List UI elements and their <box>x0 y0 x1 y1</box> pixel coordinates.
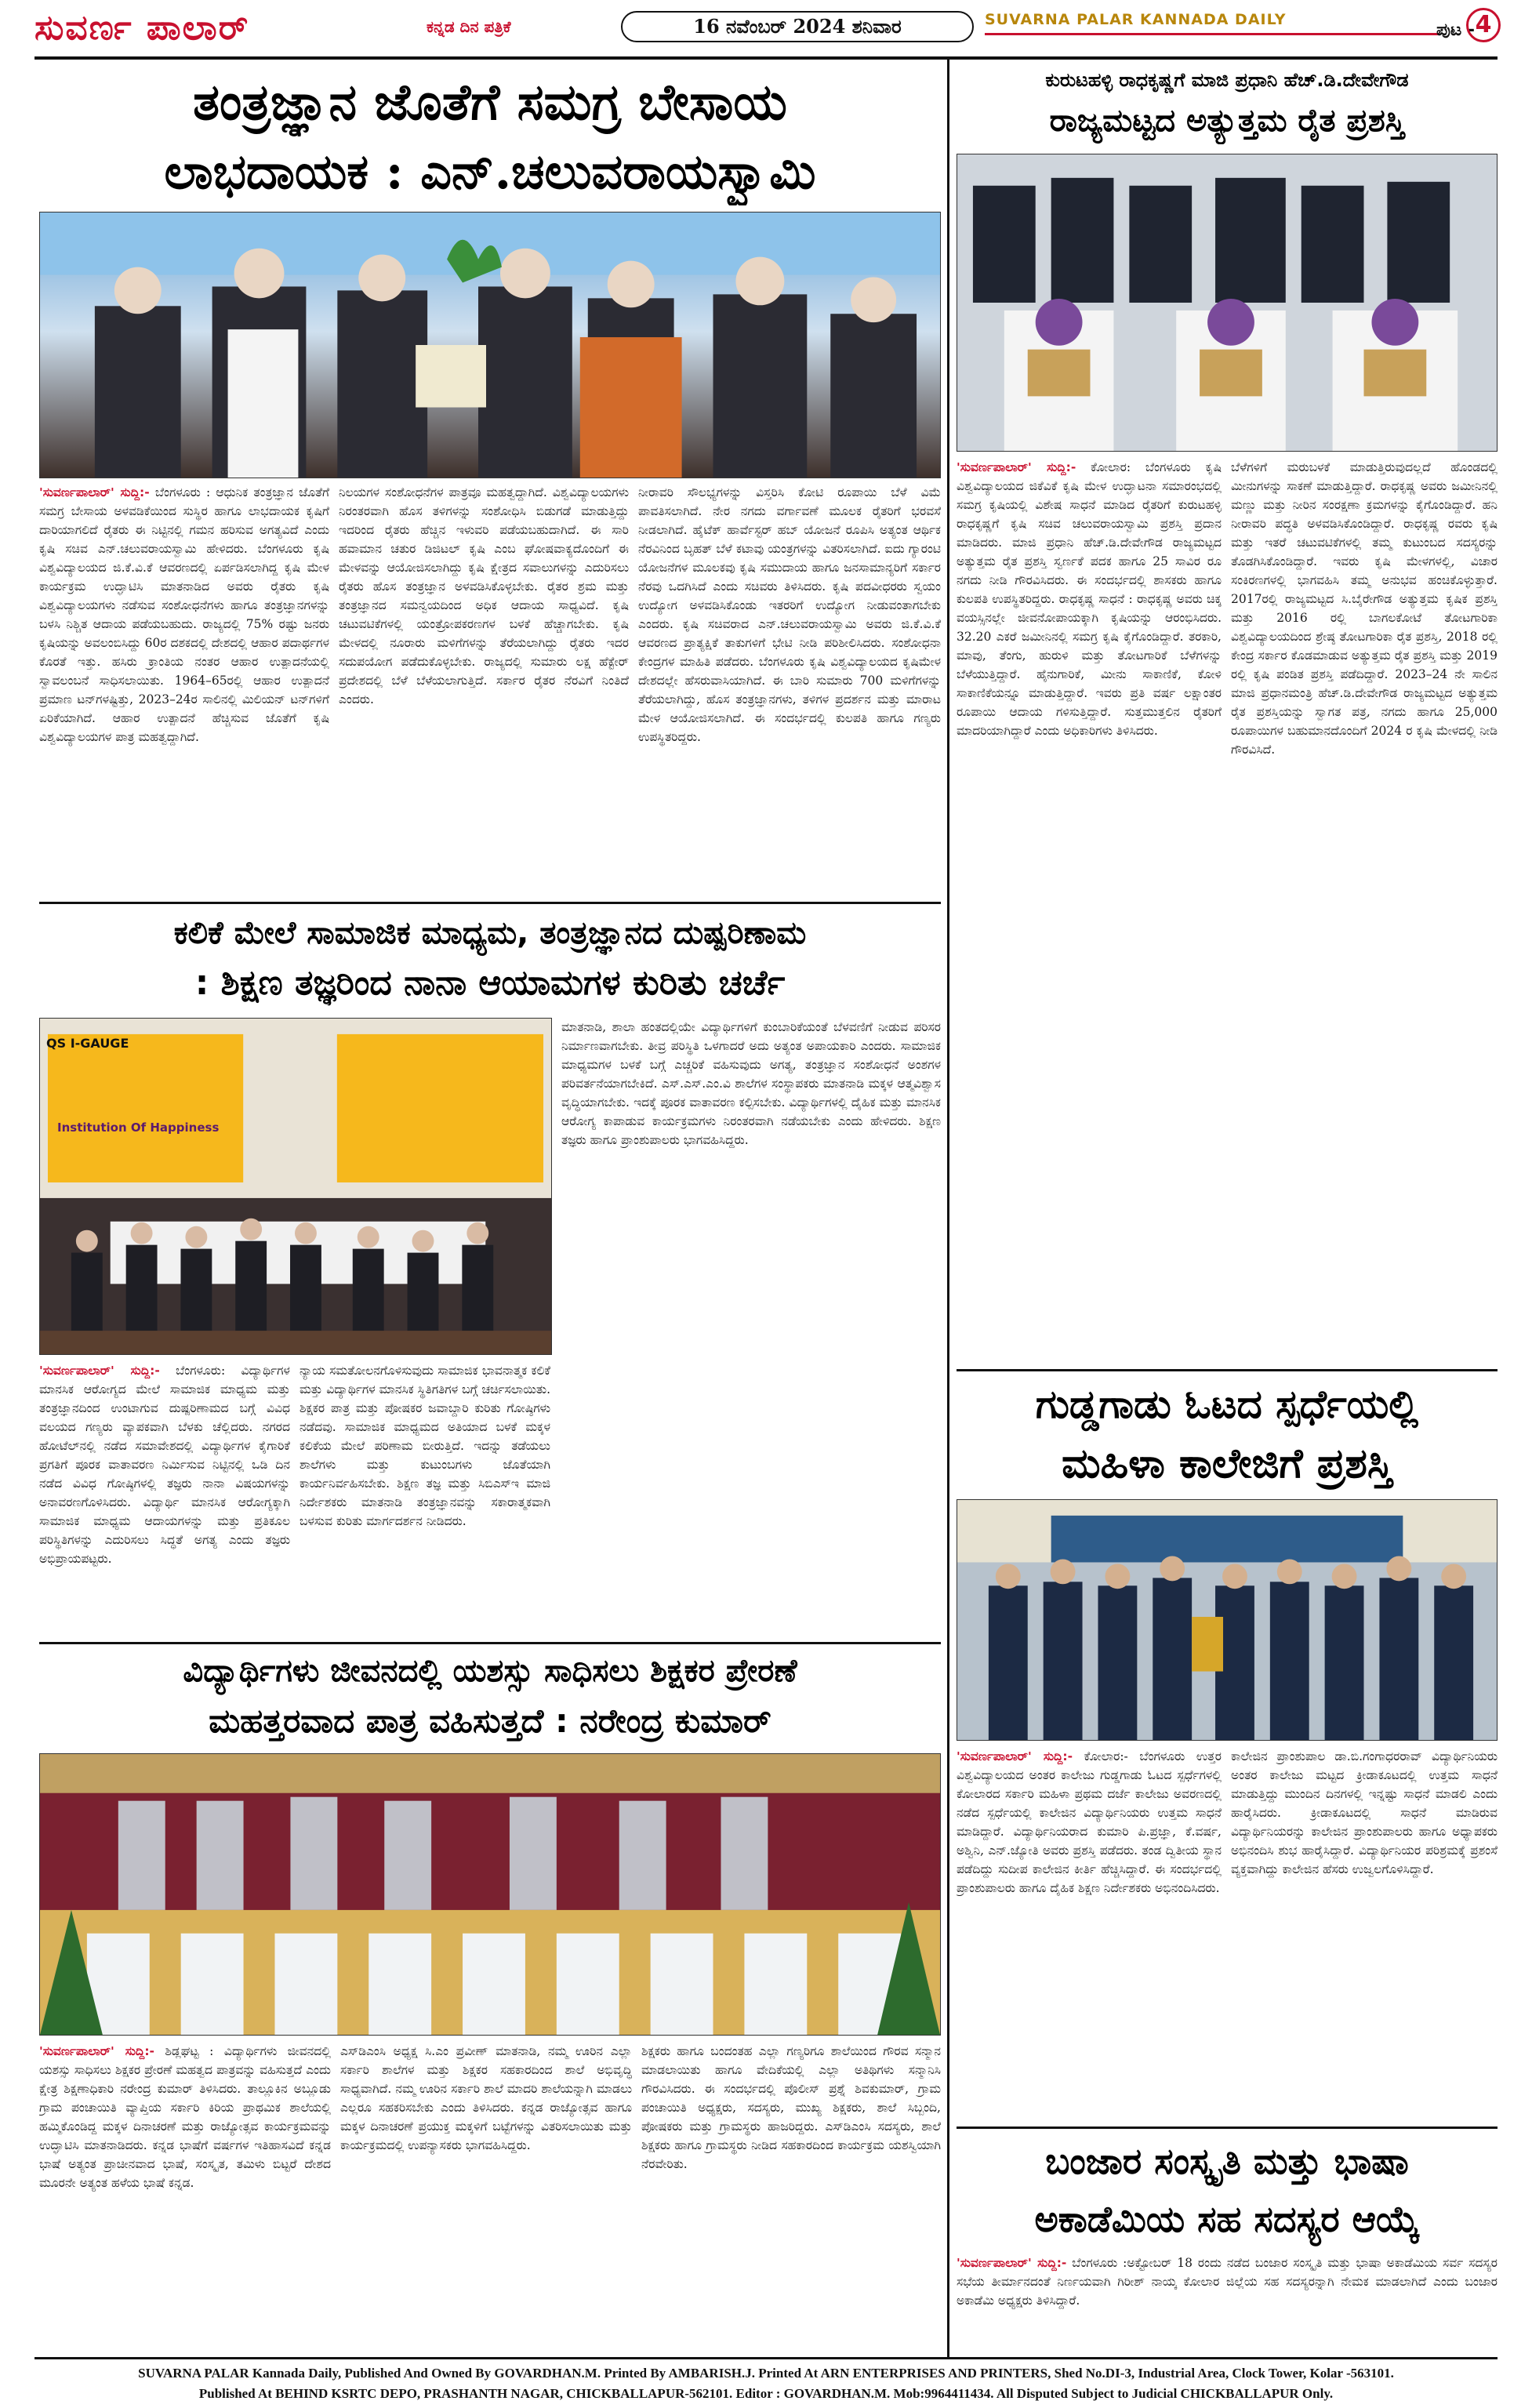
imprint-line-1: SUVARNA PALAR Kannada Daily, Published And Owned By GOVARDHAN.M. Printed By AMBARISH.J. Printed At ARN ENTERPRISES AND PRINTERS, Shed No.DI-3, Industrial Area, Clock Tower, Kolar -563101. <box>138 2366 1394 2381</box>
a4-headline-line2: ಮಹಿಳಾ ಕಾಲೇಜಿಗೆ ಪ್ರಶಸ್ತಿ <box>1062 1440 1392 1487</box>
a3-top-rule <box>39 902 941 904</box>
a5-credit: 'ಸುವರ್ಣಪಾಲಾರ್' ಸುದ್ದಿ:- <box>39 2044 154 2058</box>
a5-photo <box>39 1753 941 2036</box>
a5-text-col1: ಶಿಡ್ಲಘಟ್ಟ : ವಿದ್ಯಾರ್ಥಿಗಳು ಜೀವನದಲ್ಲಿ ಯಶಸ್ಸು ಸಾಧಿಸಲು ಶಿಕ್ಷಕರ ಪ್ರೇರಣೆ ಮಹತ್ವದ ಪಾತ್ರವನ್ನು ವಹಿಸುತ್ತದೆ ಎಂದು ಕ್ಷೇತ್ರ ಶಿಕ್ಷಣಾಧಿಕಾರಿ ನರೇಂದ್ರ ಕುಮಾರ್ ತಿಳಿಸಿದರು. ತಾಲ್ಲೂಕಿನ ಅಬ್ಲೂಡು ಗ್ರಾಮ ಪಂಚಾಯಿತಿ ವ್ಯಾಪ್ತಿಯ ಸರ್ಕಾರಿ ಕಿರಿಯ ಪ್ರಾಥಮಿಕ ಶಾಲೆಯಲ್ಲಿ ಹಮ್ಮಿಕೊಂಡಿದ್ದ ಮಕ್ಕಳ ದಿನಾಚರಣೆ ಮತ್ತು ರಾಜ್ಯೋತ್ಸವ ಕಾರ್ಯಕ್ರಮವನ್ನು ಉದ್ಘಾಟಿಸಿ ಮಾತನಾಡಿದರು. ಕನ್ನಡ ಭಾಷೆಗೆ ವರ್ಷಗಳ ಇತಿಹಾಸವಿದೆ ಕನ್ನಡ ಭಾಷೆ ಅತ್ಯಂತ ಪ್ರಾಚೀನವಾದ ಭಾಷೆ, ಸಂಸ್ಕೃತ, ತಮಿಳು ಬಿಟ್ಟರೆ ದೇಶದ ಮೂರನೇ ಅತ್ಯಂತ ಹಳೆಯ ಭಾಷೆ ಕನ್ನಡ. <box>39 2044 331 2190</box>
a1-headline-line1: ತಂತ್ರಜ್ಞಾನ ಜೊತೆಗೆ ಸಮಗ್ರ ಬೇಸಾಯ <box>193 73 787 132</box>
a3-credit: 'ಸುವರ್ಣಪಾಲಾರ್' ಸುದ್ದಿ:- <box>39 1364 160 1378</box>
a1-text-col2: ನಿಲಯಗಳ ಸಂಶೋಧನೆಗಳ ಪಾತ್ರವೂ ಮಹತ್ವದ್ದಾಗಿದೆ. ವಿಶ್ವವಿದ್ಯಾಲಯಗಳು ನಿರಂತರವಾಗಿ ಹೊಸ ತಳಿಗಳನ್ನು ಸಂಶೋಧಿಸಿ ಬಿಡುಗಡೆ ಮಾಡುತ್ತಿದ್ದು ಇದರಿಂದ ರೈತರು ಹೆಚ್ಚಿನ ಇಳುವರಿ ಪಡೆಯಬಹುದಾಗಿದೆ. ಈ ಸಾರಿ ಹವಾಮಾನ ಚತುರ ಡಿಜಿಟಲ್ ಕೃಷಿ ಎಂಬ ಘೋಷವಾಕ್ಯದೊಂದಿಗೆ ಈ ಮೇಳವನ್ನು ಆಯೋಜಿಸಲಾಗಿದ್ದು ಕೃಷಿ ಕ್ಷೇತ್ರದ ಸವಾಲುಗಳನ್ನು ಎದುರಿಸಲು ರೈತರು ಹೊಸ ತಂತ್ರಜ್ಞಾನ ಅಳವಡಿಸಿಕೊಳ್ಳಬೇಕು. ರೈತರ ಶ್ರಮ ಮತ್ತು ತಂತ್ರಜ್ಞಾನದ ಸಮನ್ವಯದಿಂದ ಅಧಿಕ ಆದಾಯ ಸಾಧ್ಯವಿದೆ. ಕೃಷಿ ಚಟುವಟಿಕೆಗಳಲ್ಲಿ ಯಂತ್ರೋಪಕರಣಗಳ ಬಳಕೆ ಹೆಚ್ಚಾಗಬೇಕು. ಕೃಷಿ ಮೇಳದಲ್ಲಿ ನೂರಾರು ಮಳಿಗೆಗಳನ್ನು ತೆರೆಯಲಾಗಿದ್ದು ರೈತರು ಇದರ ಸದುಪಯೋಗ ಪಡೆದುಕೊಳ್ಳಬೇಕು. ರಾಜ್ಯದಲ್ಲಿ ಸುಮಾರು ಲಕ್ಷ ಹೆಕ್ಟೇರ್ ಪ್ರದೇಶದಲ್ಲಿ ಬೆಳೆ ಬೆಳೆಯಲಾಗುತ್ತಿದೆ. ಸರ್ಕಾರ ರೈತರ ನೆರವಿಗೆ ನಿಂತಿದೆ ಎಂದರು. <box>339 485 629 706</box>
a2-photo <box>957 154 1498 452</box>
a1-text-col1: ಬೆಂಗಳೂರು : ಆಧುನಿಕ ತಂತ್ರಜ್ಞಾನ ಜೊತೆಗೆ ಸಮಗ್ರ ಬೇಸಾಯ ಅಳವಡಿಕೆಯಿಂದ ಸುಸ್ಥಿರ ಹಾಗೂ ಲಾಭದಾಯಕ ಕೃಷಿಗೆ ದಾರಿಯಾಗಲಿದೆ ರೈತರು ಈ ನಿಟ್ಟಿನಲ್ಲಿ ಗಮನ ಹರಿಸುವ ಅಗತ್ಯವಿದೆ ಎಂದು ಕೃಷಿ ಸಚಿವ ಎನ್.ಚಲುವರಾಯಸ್ವಾಮಿ ಹೇಳಿದರು. ಬೆಂಗಳೂರು ಕೃಷಿ ವಿಶ್ವವಿದ್ಯಾಲಯದ ಜಿ.ಕೆ.ವಿ.ಕೆ ಆವರಣದಲ್ಲಿ ಏರ್ಪಡಿಸಲಾಗಿದ್ದ ಕೃಷಿ ಮೇಳ ಕಾರ್ಯಕ್ರಮ ಉದ್ಘಾಟಿಸಿ ಮಾತನಾಡಿದ ಅವರು ರೈತರು ಕೃಷಿ ವಿಶ್ವವಿದ್ಯಾಲಯಗಳು ನಡೆಸುವ ಸಂಶೋಧನೆಗಳು ಹಾಗೂ ತಂತ್ರಜ್ಞಾನಗಳನ್ನು ಬಳಸಿ ನಿಶ್ಚಿತ ಆದಾಯ ಪಡೆಯಬಹುದು. ರಾಜ್ಯದಲ್ಲಿ 75% ರಷ್ಟು ಜನರು ಕೃಷಿಯನ್ನು ಅವಲಂಬಿಸಿದ್ದು 60ರ ದಶಕದಲ್ಲಿ ದೇಶದಲ್ಲಿ ಆಹಾರ ಪದಾರ್ಥಗಳ ಕೊರತೆ ಇತ್ತು. ಹಸಿರು ಕ್ರಾಂತಿಯ ನಂತರ ಆಹಾರ ಉತ್ಪಾದನೆಯಲ್ಲಿ ಸ್ವಾವಲಂಬನೆ ಸಾಧಿಸಲಾಯಿತು. 1964–65ರಲ್ಲಿ ಆಹಾರ ಉತ್ಪಾದನೆ ಪ್ರಮಾಣ ಟನ್‌ಗಳಷ್ಟಿತ್ತು, 2023–24ರ ಸಾಲಿನಲ್ಲಿ ಮಿಲಿಯನ್ ಟನ್‌ಗಳಿಗೆ ಏರಿಕೆಯಾಗಿದೆ. ಆಹಾರ ಉತ್ಪಾದನೆ ಹೆಚ್ಚಿಸುವ ಜೊತೆಗೆ ಕೃಷಿ ವಿಶ್ವವಿದ್ಯಾಲಯಗಳ ಪಾತ್ರ ಮಹತ್ವದ್ದಾಗಿದೆ. <box>39 485 329 744</box>
a4-body-col2 <box>1231 1747 1498 2122</box>
a1-headline-line2: ಲಾಭದಾಯಕ : ಎನ್.ಚಲುವರಾಯಸ್ವಾಮಿ <box>164 143 816 200</box>
footer-rule <box>34 2357 1498 2359</box>
a1-credit: 'ಸುವರ್ಣಪಾಲಾರ್' ಸುದ್ದಿ:- <box>39 485 150 499</box>
issue-date: 16 ನವೆಂಬರ್ 2024 ಶನಿವಾರ <box>621 11 974 42</box>
imprint-line-2: Published At BEHIND KSRTC DEPO, PRASHANTH NAGAR, CHICKBALLAPUR-562101. Editor : GOVARDHAN.M. Mob:9964411434. All Disputed Subject to Judicial CHICKBALLAPUR Only. <box>198 2386 1334 2401</box>
masthead-rule <box>34 56 1498 60</box>
a4-text-col1: ಕೋಲಾರ:- ಬೆಂಗಳೂರು ಉತ್ತರ ವಿಶ್ವವಿದ್ಯಾಲಯದ ಅಂತರ ಕಾಲೇಜು ಗುಡ್ಡಗಾಡು ಓಟದ ಸ್ಪರ್ಧೆಗಳಲ್ಲಿ ಕೋಲಾರದ ಸರ್ಕಾರಿ ಮಹಿಳಾ ಪ್ರಥಮ ದರ್ಜೆ ಕಾಲೇಜು ಅವರಣದಲ್ಲಿ ನಡೆದ ಸ್ಪರ್ಧೆಯಲ್ಲಿ ಕಾಲೇಜಿನ ವಿದ್ಯಾರ್ಥಿನಿಯರು ಉತ್ತಮ ಸಾಧನೆ ಮಾಡಿದ್ದಾರೆ. ವಿದ್ಯಾರ್ಥಿನಿಯರಾದ ಕುಮಾರಿ ಪಿ.ಪ್ರಜ್ಞಾ, ಕೆ.ವರ್ಷ, ಅಶ್ವಿನಿ, ಎನ್.ಜ್ಯೋತಿ ಅವರು ಪ್ರಶಸ್ತಿ ಪಡೆದರು. ತಂಡ ದ್ವಿತೀಯ ಸ್ಥಾನ ಪಡೆದಿದ್ದು ಸುದೀಪ ಕಾಲೇಜಿನ ಕೀರ್ತಿ ಹೆಚ್ಚಿಸಿದ್ದಾರೆ. ಈ ಸಂದರ್ಭದಲ್ಲಿ ಪ್ರಾಂಶುಪಾಲರು ಹಾಗೂ ದೈಹಿಕ ಶಿಕ್ಷಣ ನಿರ್ದೇಶಕರು ಅಭಿನಂದಿಸಿದರು. <box>957 1749 1222 1895</box>
a2-headline: ರಾಜ್ಯಮಟ್ಟದ ಅತ್ಯುತ್ತಮ ರೈತ ಪ್ರಶಸ್ತಿ <box>1049 102 1405 139</box>
page-number: 4 <box>1466 8 1501 42</box>
newspaper-logo: ಸುವರ್ಣ ಪಾಲಾರ್ <box>34 8 250 48</box>
a4-photo <box>957 1499 1498 1741</box>
a4-credit: 'ಸುವರ್ಣಪಾಲಾರ್' ಸುದ್ದಿ:- <box>957 1749 1073 1763</box>
a3-photo-banner-2: Institution Of Happiness <box>57 1120 220 1135</box>
a6-body <box>957 2254 1498 2352</box>
a1-photo <box>39 212 941 478</box>
a6-headline-line1: ಬಂಜಾರ ಸಂಸ್ಕೃತಿ ಮತ್ತು ಭಾಷಾ <box>1045 2140 1409 2182</box>
a3-body-col1 <box>39 1361 290 1637</box>
a3-headline-line1: ಕಲಿಕೆ ಮೇಲೆ ಸಾಮಾಜಿಕ ಮಾಧ್ಯಮ, ತಂತ್ರಜ್ಞಾನದ ದುಷ್ಪರಿಣಾಮ <box>173 915 807 951</box>
newspaper-english-name: SUVARNA PALAR KANNADA DAILY <box>985 11 1287 28</box>
a6-headline-line2: ಅಕಾಡೆಮಿಯ ಸಹ ಸದಸ್ಯರ ಆಯ್ಕೆ <box>1034 2198 1420 2240</box>
a3-headline-line2: : ಶಿಕ್ಷಣ ತಜ್ಞರಿಂದ ನಾನಾ ಆಯಾಮಗಳ ಕುರಿತು ಚರ್ಚೆ <box>194 963 786 1003</box>
a2-body-col1 <box>957 458 1222 1364</box>
a4-body-col1 <box>957 1747 1222 2122</box>
masthead-accent-rule <box>985 33 1439 35</box>
a3-text-col2: ನ್ಯಾಯ ಸಮತೋಲನಗೊಳಿಸುವುದು ಸಾಮಾಜಿಕ ಭಾವನಾತ್ಮಕ ಕಲಿಕೆ ಮತ್ತು ವಿದ್ಯಾರ್ಥಿಗಳ ಮಾನಸಿಕ ಸ್ಥಿತಿಗತಿಗಳ ಬಗ್ಗೆ ಚರ್ಚಿಸಲಾಯಿತು. ಶಿಕ್ಷಕರ ಪಾತ್ರ ಮತ್ತು ಪೋಷಕರ ಜವಾಬ್ದಾರಿ ಕುರಿತು ಗೋಷ್ಠಿಗಳು ನಡೆದವು. ಸಾಮಾಜಿಕ ಮಾಧ್ಯಮದ ಅತಿಯಾದ ಬಳಕೆ ಮಕ್ಕಳ ಕಲಿಕೆಯ ಮೇಲೆ ಪರಿಣಾಮ ಬೀರುತ್ತಿದೆ. ಇದನ್ನು ತಡೆಯಲು ಶಾಲೆಗಳು ಮತ್ತು ಕುಟುಂಬಗಳು ಜೊತೆಯಾಗಿ ಕಾರ್ಯನಿರ್ವಹಿಸಬೇಕು. ಶಿಕ್ಷಣ ತಜ್ಞ ಮತ್ತು ಸಿಬಿಎಸ್‌ಇ ಮಾಜಿ ನಿರ್ದೇಶಕರು ಮಾತನಾಡಿ ತಂತ್ರಜ್ಞಾನವನ್ನು ಸಕಾರಾತ್ಮಕವಾಗಿ ಬಳಸುವ ಕುರಿತು ಮಾರ್ಗದರ್ಶನ ನೀಡಿದರು. <box>300 1364 550 1528</box>
a2-text-col2: ಬೆಳೆಗಳಿಗೆ ಮರುಬಳಕೆ ಮಾಡುತ್ತಿರುವುದಲ್ಲದೆ ಹೊಂಡದಲ್ಲಿ ಮೀನುಗಳನ್ನು ಸಾಕಣೆ ಮಾಡುತ್ತಿದ್ದಾರೆ. ರಾಧಕೃಷ್ಣ ಅವರು ಜಮೀನಿನಲ್ಲಿ ಮಣ್ಣು ಮತ್ತು ನೀರಿನ ಸಂರಕ್ಷಣಾ ಕ್ರಮಗಳನ್ನು ಕೈಗೊಂಡಿದ್ದಾರೆ. ಹನಿ ನೀರಾವರಿ ಪದ್ಧತಿ ಅಳವಡಿಸಿಕೊಂಡಿದ್ದಾರೆ. ರಾಧಕೃಷ್ಣ ರವರು ಕೃಷಿ ಮತ್ತು ಇತರೆ ಚಟುವಟಿಕೆಗಳಲ್ಲಿ ತಮ್ಮ ಕುಟುಂಬದ ಸದಸ್ಯರನ್ನು ತೊಡಗಿಸಿಕೊಂಡಿದ್ದಾರೆ. ಇವರು ಕೃಷಿ ಮೇಳಗಳಲ್ಲಿ, ವಿಚಾರ ಸಂಕಿರಣಗಳಲ್ಲಿ ಭಾಗವಹಿಸಿ ತಮ್ಮ ಅನುಭವ ಹಂಚಿಕೊಳ್ಳುತ್ತಾರೆ. 2017ರಲ್ಲಿ ರಾಜ್ಯಮಟ್ಟದ ಸಿ.ಬೈರೇಗೌಡ ಅತ್ಯುತ್ತಮ ಕೃಷಿಕ ಪ್ರಶಸ್ತಿ ಮತ್ತು 2016 ರಲ್ಲಿ ಬಾಗಲಕೋಟೆ ತೋಟಗಾರಿಕಾ ವಿಶ್ವವಿದ್ಯಾಲಯದಿಂದ ಶ್ರೇಷ್ಠ ತೋಟಗಾರಿಕಾ ರೈತ ಪ್ರಶಸ್ತಿ, 2018 ರಲ್ಲಿ ಕೇಂದ್ರ ಸರ್ಕಾರ ಕೊಡಮಾಡುವ ಅತ್ಯುತ್ತಮ ರೈತ ಪ್ರಶಸ್ತಿ ಮತ್ತು 2019 ರಲ್ಲಿ ಕೃಷಿ ಪಂಡಿತ ಪ್ರಶಸ್ತಿ ಪಡೆದಿದ್ದಾರೆ. 2023–24 ನೇ ಸಾಲಿನ ಮಾಜಿ ಪ್ರಧಾನಮಂತ್ರಿ ಹೆಚ್.ಡಿ.ದೇವೇಗೌಡ ರಾಜ್ಯಮಟ್ಟದ ಅತ್ಯುತ್ತಮ ರೈತ ಪ್ರಶಸ್ತಿಯನ್ನು ಸ್ವಾಗತ ಪತ್ರ, ನಗದು ಹಾಗೂ 25,000 ರೂಪಾಯಿಗಳ ಬಹುಮಾನದೊಂದಿಗೆ 2024 ರ ಕೃಷಿ ಮೇಳದಲ್ಲಿ ನೀಡಿ ಗೌರವಿಸಿದೆ. <box>1231 460 1498 757</box>
a3-photo <box>39 1018 552 1355</box>
a1-body-col1 <box>39 483 329 894</box>
a2-credit: 'ಸುವರ್ಣಪಾಲಾರ್' ಸುದ್ದಿ:- <box>957 460 1076 474</box>
a5-headline-line2: ಮಹತ್ತರವಾದ ಪಾತ್ರ ವಹಿಸುತ್ತದೆ : ನರೇಂದ್ರ ಕುಮಾರ್ <box>209 1702 771 1740</box>
page-label: ಪುಟ - <box>1436 20 1476 40</box>
a3-body-col2 <box>300 1361 550 1637</box>
a1-body-col3 <box>638 483 941 894</box>
a5-body-col2 <box>340 2042 632 2352</box>
a3-text-col3: ಮಾತನಾಡಿ, ಶಾಲಾ ಹಂತದಲ್ಲಿಯೇ ವಿದ್ಯಾರ್ಥಿಗಳಿಗೆ ಕುಂಬಾರಿಕೆಯಂತೆ ಬೆಳವಣಿಗೆ ನೀಡುವ ಪರಿಸರ ನಿರ್ಮಾಣವಾಗಬೇಕು. ತೀವ್ರ ಪರಿಸ್ಥಿತಿ ಒಳಗಾದರೆ ಅದು ಅತ್ಯಂತ ಅಪಾಯಕಾರಿ ಎಂದರು. ಸಾಮಾಜಿಕ ಮಾಧ್ಯಮಗಳ ಬಳಕೆ ಬಗ್ಗೆ ಎಚ್ಚರಿಕೆ ವಹಿಸುವುದು ಅಗತ್ಯ, ತಂತ್ರಜ್ಞಾನ ಸಂಶೋಧನೆ ಅಂಶಗಳ ಪರಿವರ್ತನೆಯಾಗಬೇಕಿದೆ. ಎಸ್.ಎಸ್.ಎಂ.ವಿ ಶಾಲೆಗಳ ಸಂಸ್ಥಾಪಕರು ಮಾತನಾಡಿ ಮಕ್ಕಳ ಆತ್ಮವಿಶ್ವಾಸ ವೃದ್ಧಿಯಾಗಬೇಕು. ಇದಕ್ಕೆ ಪೂರಕ ವಾತಾವರಣ ಕಲ್ಪಿಸಬೇಕು. ವಿದ್ಯಾರ್ಥಿಗಳಲ್ಲಿ ದೈಹಿಕ ಮತ್ತು ಮಾನಸಿಕ ಆರೋಗ್ಯ ಕಾಪಾಡುವ ಕಾರ್ಯಕ್ರಮಗಳು ನಿರಂತರವಾಗಿ ನಡೆಯಬೇಕು ಎಂದು ಹೇಳಿದರು. ಶಿಕ್ಷಣ ತಜ್ಞರು ಹಾಗೂ ಪ್ರಾಂಶುಪಾಲರು ಭಾಗವಹಿಸಿದ್ದರು. <box>561 1020 941 1147</box>
a2-text-col1: ಕೋಲಾರ: ಬೆಂಗಳೂರು ಕೃಷಿ ವಿಶ್ವವಿದ್ಯಾಲಯದ ಜಿಕೆವಿಕೆ ಕೃಷಿ ಮೇಳ ಉದ್ಘಾಟನಾ ಸಮಾರಂಭದಲ್ಲಿ ಸಮಗ್ರ ಕೃಷಿಯಲ್ಲಿ ವಿಶೇಷ ಸಾಧನೆ ಮಾಡಿದ ರೈತರಿಗೆ ಕುರುಟಹಳ್ಳಿ ರಾಧಕೃಷ್ಣಗೆ ಕೃಷಿ ಸಚಿವ ಚಲುವರಾಯಸ್ವಾಮಿ ಪ್ರಶಸ್ತಿ ಪ್ರದಾನ ಮಾಡಿದರು. ಮಾಜಿ ಪ್ರಧಾನಿ ಹೆಚ್.ಡಿ.ದೇವೇಗೌಡ ರಾಜ್ಯಮಟ್ಟದ ಅತ್ಯುತ್ತಮ ರೈತ ಪ್ರಶಸ್ತಿ ಸ್ವರ್ಣಕೆ ಪದಕ ಹಾಗೂ 25 ಸಾವಿರ ರೂ ನಗದು ನೀಡಿ ಗೌರವಿಸಿದರು. ಈ ಸಂದರ್ಭದಲ್ಲಿ ಶಾಸಕರು ಹಾಗೂ ಕುಲಪತಿ ಉಪಸ್ಥಿತರಿದ್ದರು. ರಾಧಕೃಷ್ಣ ಸಾಧನೆ : ರಾಧಕೃಷ್ಣ ಅವರು ಚಿಕ್ಕ ವಯಸ್ಸಿನಲ್ಲೇ ಜೀವನೋಪಾಯಕ್ಕಾಗಿ ಕೃಷಿಯನ್ನು ಆರಂಭಿಸಿದರು. 32.20 ಎಕರೆ ಜಮೀನಿನಲ್ಲಿ ಸಮಗ್ರ ಕೃಷಿ ಕೈಗೊಂಡಿದ್ದಾರೆ. ತರಕಾರಿ, ಮಾವು, ತೆಂಗು, ಹುರುಳಿ ಮತ್ತು ತೋಟಗಾರಿಕೆ ಬೆಳೆಗಳನ್ನು ಬೆಳೆಯುತ್ತಿದ್ದಾರೆ. ಹೈನುಗಾರಿಕೆ, ಮೀನು ಸಾಕಾಣಿಕೆ, ಕೋಳಿ ಸಾಕಾಣಿಕೆಯನ್ನೂ ಮಾಡುತ್ತಿದ್ದಾರೆ. ಇವರು ಪ್ರತಿ ವರ್ಷ ಲಕ್ಷಾಂತರ ರೂಪಾಯಿ ಆದಾಯ ಗಳಿಸುತ್ತಿದ್ದಾರೆ. ಸುತ್ತಮುತ್ತಲಿನ ರೈತರಿಗೆ ಮಾದರಿಯಾಗಿದ್ದಾರೆ ಎಂದು ಅಧಿಕಾರಿಗಳು ತಿಳಿಸಿದರು. <box>957 460 1222 738</box>
a2-body-col2 <box>1231 458 1498 1364</box>
a2-kicker: ಕುರುಟಹಳ್ಳಿ ರಾಧಕೃಷ್ಣಗೆ ಮಾಜಿ ಪ್ರಧಾನಿ ಹೆಚ್.ಡಿ.ದೇವೇಗೌಡ <box>1045 69 1409 91</box>
column-divider <box>947 60 949 2357</box>
a6-credit: 'ಸುವರ್ಣಪಾಲಾರ್' ಸುದ್ದಿ:- <box>957 2256 1067 2270</box>
masthead <box>34 8 1498 56</box>
a5-body-col1 <box>39 2042 331 2352</box>
a3-photo-banner-1: QS I-GAUGE <box>46 1036 129 1051</box>
a4-headline-line1: ಗುಡ್ಡಗಾಡು ಓಟದ ಸ್ಪರ್ಧೆಯಲ್ಲಿ <box>1035 1381 1419 1427</box>
a1-body-col2 <box>339 483 629 894</box>
a6-top-rule <box>957 2127 1498 2129</box>
a5-text-col2: ಎಸ್‌ಡಿಎಂಸಿ ಅಧ್ಯಕ್ಷ ಸಿ.ಎಂ ಪ್ರವೀಣ್ ಮಾತನಾಡಿ, ನಮ್ಮ ಊರಿನ ಎಲ್ಲಾ ಸರ್ಕಾರಿ ಶಾಲೆಗಳ ಮತ್ತು ಶಿಕ್ಷಕರ ಸಹಕಾರದಿಂದ ಶಾಲೆ ಅಭಿವೃದ್ಧಿ ಸಾಧ್ಯವಾಗಿದೆ. ನಮ್ಮ ಊರಿನ ಸರ್ಕಾರಿ ಶಾಲೆ ಮಾದರಿ ಶಾಲೆಯನ್ನಾಗಿ ಮಾಡಲು ಎಲ್ಲರೂ ಸಹಕರಿಸಬೇಕು ಎಂದು ತಿಳಿಸಿದರು. ಕನ್ನಡ ರಾಜ್ಯೋತ್ಸವ ಹಾಗೂ ಮಕ್ಕಳ ದಿನಾಚರಣೆ ಪ್ರಯುಕ್ತ ಮಕ್ಕಳಿಗೆ ಬಟ್ಟೆಗಳನ್ನು ವಿತರಿಸಲಾಯಿತು ಮತ್ತು ಕಾರ್ಯಕ್ರಮದಲ್ಲಿ ಉಪನ್ಯಾಸಕರು ಭಾಗವಹಿಸಿದ್ದರು. <box>340 2044 632 2152</box>
a1-text-col3: ನೀರಾವರಿ ಸೌಲಭ್ಯಗಳನ್ನು ವಿಸ್ತರಿಸಿ ಕೋಟಿ ರೂಪಾಯಿ ಬೆಳೆ ವಿಮೆ ಪಾವತಿಸಲಾಗಿದೆ. ನೇರ ನಗದು ವರ್ಗಾವಣೆ ಮೂಲಕ ರೈತರಿಗೆ ಭರವಸೆ ನೀಡಲಾಗಿದೆ. ಹೈಟೆಕ್ ಹಾರ್ವೆಸ್ಟರ್ ಹಬ್ ಯೋಜನೆ ರೂಪಿಸಿ ಅತ್ಯಂತ ಆರ್ಥಿಕ ನೆರವಿನಿಂದ ಬೃಹತ್ ಬೆಳೆ ಕಟಾವು ಯಂತ್ರಗಳನ್ನು ವಿತರಿಸಲಾಗಿದೆ. ಐದು ಗ್ಯಾರಂಟಿ ಯೋಜನೆಗಳ ಮೂಲಕವು ಕೃಷಿ ಸಮುದಾಯ ಹಾಗೂ ಜನಸಾಮಾನ್ಯರಿಗೆ ಸರ್ಕಾರ ನೆರವು ಒದಗಿಸಿದೆ ಎಂದು ಸಚಿವರು ತಿಳಿಸಿದರು. ಕೃಷಿ ಪದವೀಧರರು ಸ್ವಯಂ ಉದ್ಯೋಗ ಅಳವಡಿಸಿಕೊಂಡು ಇತರರಿಗೆ ಉದ್ಯೋಗ ನೀಡುವಂತಾಗಬೇಕು ಎಂದರು. ಕೃಷಿ ಸಚಿವರಾದ ಎನ್.ಚಲುವರಾಯಸ್ವಾಮಿ ಅವರು ಜಿ.ಕೆ.ವಿ.ಕೆ ಆವರಣದ ಪ್ರಾತ್ಯಕ್ಷಿಕೆ ತಾಕುಗಳಿಗೆ ಭೇಟಿ ನೀಡಿ ಪರಿಶೀಲಿಸಿದರು. ಸಂಶೋಧನಾ ಕೇಂದ್ರಗಳ ಮಾಹಿತಿ ಪಡೆದರು. ಬೆಂಗಳೂರು ಕೃಷಿ ವಿಶ್ವವಿದ್ಯಾಲಯದ ಕೃಷಿಮೇಳ ದೇಶದಲ್ಲೇ ಹೆಸರುವಾಸಿಯಾಗಿದೆ. ಈ ಬಾರಿ ಸುಮಾರು 700 ಮಳಿಗೆಗಳನ್ನು ತೆರೆಯಲಾಗಿದ್ದು, ಹೊಸ ತಂತ್ರಜ್ಞಾನಗಳು, ತಳಿಗಳ ಪ್ರದರ್ಶನ ಮತ್ತು ಮಾರಾಟ ಮೇಳ ಆಯೋಜಿಸಲಾಗಿದೆ. ಈ ಸಂದರ್ಭದಲ್ಲಿ ಕುಲಪತಿ ಹಾಗೂ ಗಣ್ಯರು ಉಪಸ್ಥಿತರಿದ್ದರು. <box>638 485 941 744</box>
a5-body-col3 <box>641 2042 941 2352</box>
newspaper-tagline: ಕನ್ನಡ ದಿನ ಪತ್ರಿಕೆ <box>427 17 511 36</box>
a3-body-col3 <box>561 1018 941 1637</box>
a4-text-col2: ಕಾಲೇಜಿನ ಪ್ರಾಂಶುಪಾಲ ಡಾ.ಬಿ.ಗಂಗಾಧರರಾವ್ ವಿದ್ಯಾರ್ಥಿನಿಯರು ಅಂತರ ಕಾಲೇಜು ಮಟ್ಟದ ಕ್ರೀಡಾಕೂಟದಲ್ಲಿ ಉತ್ತಮ ಸಾಧನೆ ಮಾಡುತ್ತಿದ್ದು ಮುಂದಿನ ದಿನಗಳಲ್ಲಿ ಇನ್ನಷ್ಟು ಸಾಧನೆ ಮಾಡಲಿ ಎಂದು ಹಾರೈಸಿದರು. ಕ್ರೀಡಾಕೂಟದಲ್ಲಿ ಸಾಧನೆ ಮಾಡಿರುವ ವಿದ್ಯಾರ್ಥಿನಿಯರನ್ನು ಕಾಲೇಜಿನ ಪ್ರಾಂಶುಪಾಲರು ಹಾಗೂ ಅಧ್ಯಾಪಕರು ಅಭಿನಂದಿಸಿ ಶುಭ ಹಾರೈಸಿದ್ದಾರೆ. ವಿದ್ಯಾರ್ಥಿನಿಯರ ಪರಿಶ್ರಮಕ್ಕೆ ಪ್ರಶಂಸೆ ವ್ಯಕ್ತವಾಗಿದ್ದು ಕಾಲೇಜಿನ ಹೆಸರು ಉಜ್ವಲಗೊಳಿಸಿದ್ದಾರೆ. <box>1231 1749 1498 1876</box>
a4-top-rule <box>957 1369 1498 1371</box>
a5-text-col3: ಶಿಕ್ಷಕರು ಹಾಗೂ ಬಂದಂತಹ ಎಲ್ಲಾ ಗಣ್ಯರಿಗೂ ಶಾಲೆಯಿಂದ ಗೌರವ ಸನ್ಮಾನ ಮಾಡಲಾಯಿತು ಹಾಗೂ ವೇದಿಕೆಯಲ್ಲಿ ಎಲ್ಲಾ ಅತಿಥಿಗಳು ಸನ್ಮಾನಿಸಿ ಗೌರವಿಸಿದರು. ಈ ಸಂದರ್ಭದಲ್ಲಿ ಪೊಲೀಸ್ ಪ್ರಶ್ನೆ ಶಿವಕುಮಾರ್, ಗ್ರಾಮ ಪಂಚಾಯಿತಿ ಅಧ್ಯಕ್ಷರು, ಸದಸ್ಯರು, ಮುಖ್ಯ ಶಿಕ್ಷಕರು, ಶಾಲೆ ಸಿಬ್ಬಂದಿ, ಪೋಷಕರು ಮತ್ತು ಗ್ರಾಮಸ್ಥರು ಹಾಜರಿದ್ದರು. ಎಸ್‌ಡಿಎಂಸಿ ಸದಸ್ಯರು, ಶಾಲೆ ಶಿಕ್ಷಕರು ಹಾಗೂ ಗ್ರಾಮಸ್ಥರು ನೀಡಿದ ಸಹಕಾರದಿಂದ ಕಾರ್ಯಕ್ರಮ ಯಶಸ್ವಿಯಾಗಿ ನೆರವೇರಿತು. <box>641 2044 941 2171</box>
a3-text-col1: ಬೆಂಗಳೂರು: ವಿದ್ಯಾರ್ಥಿಗಳ ಮಾನಸಿಕ ಆರೋಗ್ಯದ ಮೇಲೆ ಸಾಮಾಜಿಕ ಮಾಧ್ಯಮ ಮತ್ತು ತಂತ್ರಜ್ಞಾನದಿಂದ ಉಂಟಾಗುವ ದುಷ್ಪರಿಣಾಮದ ಬಗ್ಗೆ ವಿವಿಧ ವಲಯದ ಗಣ್ಯರು ವ್ಯಾಪಕವಾಗಿ ಬೆಳಕು ಚೆಲ್ಲಿದರು. ನಗರದ ಹೋಟೆಲ್‌ನಲ್ಲಿ ನಡೆದ ಸಮಾವೇಶದಲ್ಲಿ ವಿದ್ಯಾರ್ಥಿಗಳ ಕೈಗಾರಿಕೆ ಪ್ರಗತಿಗೆ ಪೂರಕ ವಾತಾವರಣ ನಿರ್ಮಿಸುವ ನಿಟ್ಟಿನಲ್ಲಿ ಒಡಿ ದಿನ ನಡೆದ ವಿವಿಧ ಗೋಷ್ಠಿಗಳಲ್ಲಿ ತಜ್ಞರು ನಾನಾ ವಿಷಯಗಳನ್ನು ಅನಾವರಣಗೊಳಿಸಿದರು. ವಿದ್ಯಾರ್ಥಿ ಮಾನಸಿಕ ಆರೋಗ್ಯಕ್ಕಾಗಿ ಸಾಮಾಜಿಕ ಮಾಧ್ಯಮ ಆದಾಯಗಳನ್ನು ಮತ್ತು ಪ್ರತಿಕೂಲ ಪರಿಸ್ಥಿತಿಗಳನ್ನು ಎದುರಿಸಲು ಸಿದ್ಧತೆ ಅಗತ್ಯ ಎಂದು ತಜ್ಞರು ಅಭಿಪ್ರಾಯಪಟ್ಟರು. <box>39 1364 290 1566</box>
a6-text: ಬೆಂಗಳೂರು :ಅಕ್ಟೋಬರ್ 18 ರಂದು ನಡೆದ ಬಂಜಾರ ಸಂಸ್ಕೃತಿ ಮತ್ತು ಭಾಷಾ ಅಕಾಡೆಮಿಯ ಸರ್ವ ಸದಸ್ಯರ ಸಭೆಯ ತೀರ್ಮಾನದಂತೆ ನಿರ್ಣಯವಾಗಿ ಗಿರೀಶ್ ನಾಯ್ಕ ಕೋಲಾರ ಜಿಲ್ಲೆಯ ಸಹ ಸದಸ್ಯರನ್ನಾಗಿ ನೇಮಕ ಮಾಡಲಾಗಿದೆ ಎಂದು ಬಂಜಾರ ಅಕಾಡೆಮಿ ಅಧ್ಯಕ್ಷರು ತಿಳಿಸಿದ್ದಾರೆ. <box>957 2256 1498 2308</box>
a5-top-rule <box>39 1642 941 1644</box>
a5-headline-line1: ವಿದ್ಯಾರ್ಥಿಗಳು ಜೀವನದಲ್ಲಿ ಯಶಸ್ಸು ಸಾಧಿಸಲು ಶಿಕ್ಷಕರ ಪ್ರೇರಣೆ <box>183 1653 797 1689</box>
